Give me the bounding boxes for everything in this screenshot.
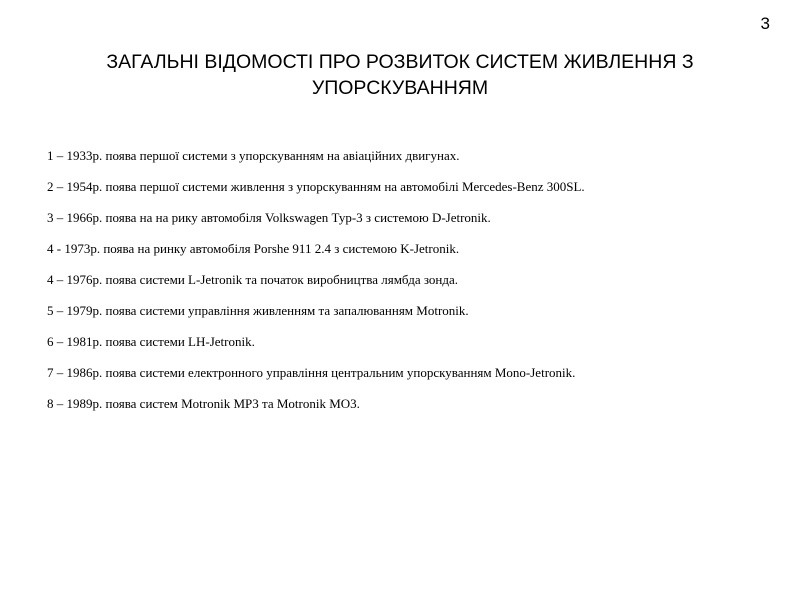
list-item: 5 – 1979р. поява системи управління живленням та запалюванням Motronik.: [47, 303, 469, 318]
list-item: 1 – 1933р. поява першої системи з упорскуванням на авіаційних двигунах.: [47, 148, 460, 163]
list-item: 8 – 1989р. поява систем Motronik MP3 та Motronik MO3.: [47, 396, 360, 411]
list-item: 2 – 1954р. поява першої системи живлення з упорскуванням на автомобілі Mercedes-Benz 300SL.: [47, 179, 585, 194]
list-item: 4 - 1973р. поява на ринку автомобіля Porshe 911 2.4 з системою K-Jetronik.: [47, 241, 460, 256]
page-number: 3: [760, 14, 770, 33]
list-item: 6 – 1981р. поява системи LH-Jetronik.: [47, 334, 255, 349]
list-item: 3 – 1966р. поява на на рику автомобіля Volkswagen Тур-3 з системою D-Jetronik.: [47, 210, 491, 225]
timeline-list: [47, 146, 787, 425]
list-item: 7 – 1986р. поява системи електронного управління центральним упорскуванням Mono-Jetronik.: [47, 365, 576, 380]
page-title: ЗАГАЛЬНІ ВІДОМОСТІ ПРО РОЗВИТОК СИСТЕМ ЖИВЛЕННЯ З УПОРСКУВАННЯМ: [106, 51, 694, 99]
list-item: 4 – 1976р. поява системи L-Jetronik та початок виробництва лямбда зонда.: [47, 272, 459, 287]
